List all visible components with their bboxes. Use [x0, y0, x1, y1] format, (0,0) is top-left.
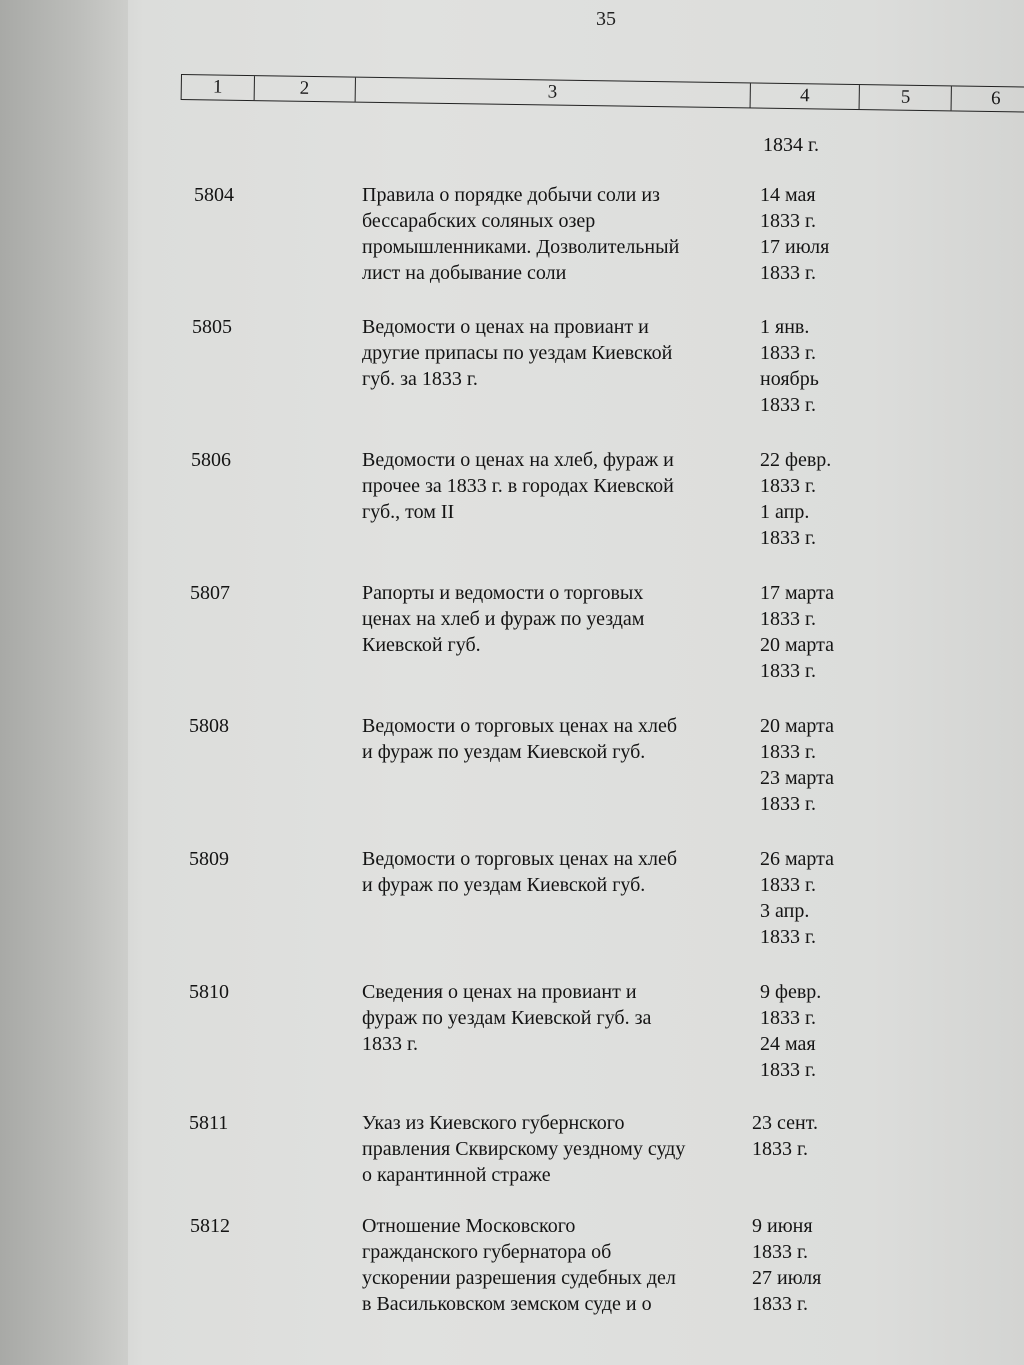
entry-title-line: ускорении разрешения судебных дел	[362, 1267, 676, 1289]
entry-dates	[760, 846, 834, 950]
entry-date-line: 23 марта	[760, 767, 834, 789]
entry-title-line: лист на добывание соли	[362, 262, 567, 284]
entry-title-line: другие припасы по уездам Киевской	[362, 342, 673, 364]
column-header-1: 1	[182, 75, 255, 100]
entry-number: 5807	[190, 582, 230, 604]
column-header-6: 6	[990, 88, 1001, 110]
entry-number: 5811	[189, 1112, 229, 1134]
entry-dates	[760, 713, 834, 817]
entry-title-line: о карантинной страже	[362, 1164, 551, 1186]
entry-title	[362, 447, 744, 525]
entry-date-line: 1833 г.	[760, 608, 816, 630]
entry-date-line: 1833 г.	[760, 874, 816, 896]
entry-title	[362, 1213, 744, 1317]
entry-date-line: 20 марта	[760, 634, 834, 656]
column-header-4: 4	[750, 83, 860, 109]
entry-date-line: 17 марта	[760, 582, 834, 604]
entry-title-line: Ведомости о торговых ценах на хлеб	[362, 848, 678, 870]
entry-date-line: 1 янв.	[760, 316, 810, 338]
entry-date-line: 1833 г.	[760, 1007, 816, 1029]
entry-number: 5809	[189, 848, 229, 870]
entry-title	[362, 1110, 744, 1188]
entry-date-line: 24 мая	[760, 1033, 816, 1055]
entry-date-line: 1 апр.	[760, 501, 810, 523]
entry-title-line: в Васильковском земском суде и о	[362, 1293, 652, 1315]
entry-date-line: 1833 г.	[752, 1241, 808, 1263]
entry-title-line: промышленниками. Дозволительный	[362, 236, 680, 258]
page-number: 35	[596, 8, 616, 30]
entry-date-line: 1833 г.	[760, 475, 816, 497]
entry-date-line: 27 июля	[752, 1267, 822, 1289]
entry-date-line: 1833 г.	[760, 527, 816, 549]
entry-date-line: 17 июля	[760, 236, 830, 258]
entry-title-line: прочее за 1833 г. в городах Киевской	[362, 475, 674, 497]
entry-title-line: 1833 г.	[362, 1033, 418, 1055]
entry-date-line: 1833 г.	[760, 926, 816, 948]
entry-number: 5808	[189, 715, 229, 737]
entry-title	[362, 182, 744, 286]
entry-date-line: 9 июня	[752, 1215, 813, 1237]
entry-dates	[760, 314, 819, 418]
entry-title	[362, 713, 744, 765]
entry-date-line: 22 февр.	[760, 449, 832, 471]
entry-date-line: 14 мая	[760, 184, 816, 206]
entry-date-line: 1833 г.	[760, 660, 816, 682]
entry-number: 5806	[191, 449, 231, 471]
column-header-5: 5	[860, 85, 952, 110]
entry-date-line: 26 марта	[760, 848, 834, 870]
entry-number: 5805	[192, 316, 232, 338]
entry-dates	[760, 182, 829, 286]
entry-date-line: 1833 г.	[760, 262, 816, 284]
entry-title-line: Ведомости о ценах на хлеб, фураж и	[362, 449, 674, 471]
entry-date-line: 1833 г.	[760, 342, 816, 364]
entry-date-line: ноябрь	[760, 368, 819, 390]
book-gutter	[0, 0, 128, 1365]
entry-title-line: Правила о порядке добычи соли из	[362, 184, 660, 206]
entry-title-line: губ. за 1833 г.	[362, 368, 478, 390]
entry-title-line: Указ из Киевского губернского	[362, 1112, 625, 1134]
entry-date-line: 1833 г.	[760, 793, 816, 815]
entry-date-line: 1833 г.	[752, 1293, 808, 1315]
entry-title	[362, 580, 744, 658]
entry-date-line: 3 апр.	[760, 900, 810, 922]
column-header-3: 3	[355, 78, 750, 108]
entry-dates	[752, 1110, 818, 1162]
entry-dates	[752, 1213, 821, 1317]
entry-dates	[760, 979, 821, 1083]
entry-title-line: правления Сквирскому уездному суду	[362, 1138, 686, 1160]
entry-title-line: Киевской губ.	[362, 634, 481, 656]
entry-date-line: 23 сент.	[752, 1112, 818, 1134]
entry-title-line: бессарабских соляных озер	[362, 210, 596, 232]
column-header-row	[181, 74, 1024, 113]
entry-title-line: Сведения о ценах на провиант и	[362, 981, 637, 1003]
entry-number: 5804	[194, 184, 234, 206]
entry-title-line: Рапорты и ведомости о торговых	[362, 582, 644, 604]
entry-title-line: Ведомости о торговых ценах на хлеб	[362, 715, 678, 737]
entry-date-line: 20 марта	[760, 715, 834, 737]
entry-date-line: 1833 г.	[760, 741, 816, 763]
entry-date-line: 1833 г.	[752, 1138, 808, 1160]
entry-date-line: 1833 г.	[760, 394, 816, 416]
entry-number: 5812	[190, 1215, 230, 1237]
entry-title	[362, 846, 744, 898]
entry-title-line: фураж по уездам Киевской губ. за	[362, 1007, 652, 1029]
entry-title-line: ценах на хлеб и фураж по уездам	[362, 608, 645, 630]
entry-date-line: 9 февр.	[760, 981, 822, 1003]
entry-date-line: 1833 г.	[760, 1059, 816, 1081]
entry-title-line: Отношение Московского	[362, 1215, 576, 1237]
entry-title-line: и фураж по уездам Киевской губ.	[362, 741, 646, 763]
entry-dates	[760, 580, 834, 684]
entry-title-line: гражданского губернатора об	[362, 1241, 612, 1263]
entry-title-line: и фураж по уездам Киевской губ.	[362, 874, 646, 896]
entry-number: 5810	[189, 981, 229, 1003]
entry-title	[362, 979, 744, 1057]
entry-title	[362, 314, 744, 392]
column-header-2: 2	[254, 76, 355, 101]
entry-dates	[760, 447, 831, 551]
entry-date-line: 1833 г.	[760, 210, 816, 232]
entry-title-line: губ., том II	[362, 501, 455, 523]
continuation-date: 1834 г.	[763, 134, 819, 156]
entry-title-line: Ведомости о ценах на провиант и	[362, 316, 649, 338]
